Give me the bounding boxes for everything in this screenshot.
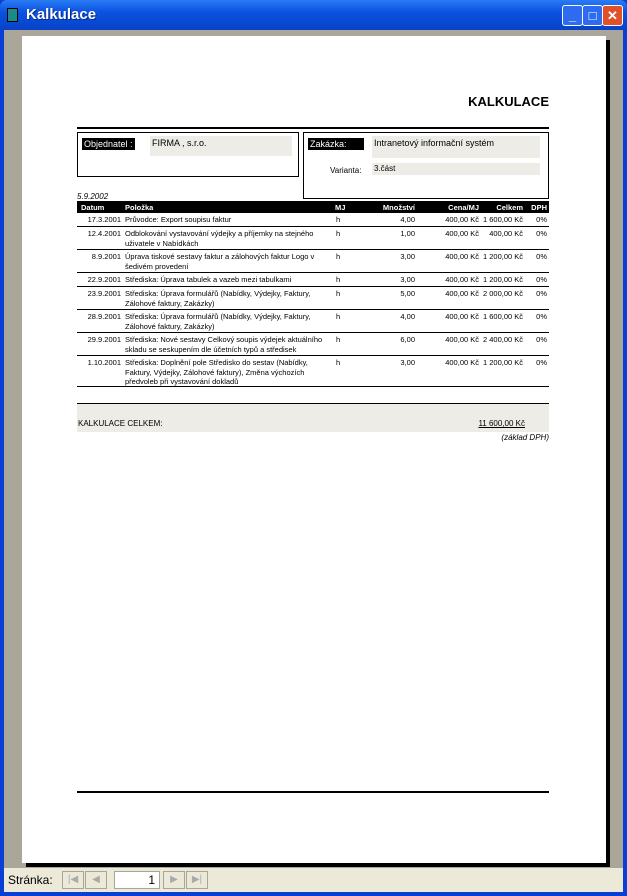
cell-polozka: Střediska: Nové sestavy Celkový soupis výdejek aktuálního skladu se seskupením dle účetních typů a středisek [125,335,323,354]
varianta-value: 3.část [372,163,540,175]
cell-datum: 17.3.2001 [87,215,121,224]
cell-cena: 400,00 Kč [445,252,479,261]
cell-datum: 28.9.2001 [87,312,121,321]
cell-mnozstvi: 1,00 [400,229,415,238]
table-row [77,250,549,273]
total-band [77,404,549,432]
page-label: Stránka: [8,873,53,887]
table-row [77,213,549,227]
cell-cena: 400,00 Kč [445,358,479,367]
col-celkem: Celkem [496,203,523,212]
cell-mj: h [336,252,341,261]
total-value: 11 600,00 Kč [478,419,525,428]
cell-mj: h [336,275,341,284]
cell-mj: h [336,289,341,298]
col-datum: Datum [81,203,105,212]
cell-mnozstvi: 4,00 [400,215,415,224]
cell-polozka: Odblokování vystavování výdejky a příjemky na stejného uživatele v Nabídkách [125,229,314,248]
cell-polozka: Průvodce: Export soupisu faktur [125,215,232,224]
table-row [77,287,549,310]
total-note: (základ DPH) [501,433,549,442]
cell-mnozstvi: 6,00 [400,335,415,344]
cell-mnozstvi: 3,00 [400,358,415,367]
col-mj: MJ [335,203,346,212]
cell-dph: 0% [536,229,547,238]
maximize-button[interactable]: □ [582,5,603,26]
cell-mnozstvi: 4,00 [400,312,415,321]
col-polozka: Položka [125,203,154,212]
table-row [77,227,549,250]
cell-datum: 12.4.2001 [87,229,121,238]
cell-celkem: 2 000,00 Kč [482,289,523,298]
cell-datum: 8.9.2001 [91,252,121,261]
cell-cena: 400,00 Kč [445,229,479,238]
col-cena: Cena/MJ [448,203,479,212]
cell-mnozstvi: 5,00 [400,289,415,298]
cell-celkem: 1 600,00 Kč [482,215,523,224]
cell-mj: h [336,312,341,321]
cell-dph: 0% [536,335,547,344]
page-number-input[interactable]: 1 [114,871,160,889]
table-row [77,310,549,333]
order-box [303,132,549,199]
cell-datum: 22.9.2001 [87,275,121,284]
cell-dph: 0% [536,215,547,224]
cell-dph: 0% [536,289,547,298]
status-bar [4,868,623,892]
cell-datum: 23.9.2001 [87,289,121,298]
varianta-label: Varianta: [330,166,362,175]
table-row [77,273,549,287]
last-page-button[interactable]: ▶| [186,871,208,889]
app-icon [7,8,18,22]
report-preview-area [4,30,623,892]
cell-dph: 0% [536,312,547,321]
cell-celkem: 1 600,00 Kč [482,312,523,321]
objednatel-label: Objednatel : [84,139,133,149]
cell-celkem: 1 200,00 Kč [482,252,523,261]
zakazka-label: Zakázka: [308,138,364,150]
cell-datum: 29.9.2001 [87,335,121,344]
cell-dph: 0% [536,275,547,284]
cell-celkem: 1 200,00 Kč [482,358,523,367]
close-button[interactable]: ✕ [602,5,623,26]
minimize-button[interactable]: _ [562,5,583,26]
cell-polozka: Střediska: Úprava formulářů (Nabídky, Výdejky, Faktury, Zálohové faktury, Zakázky) [125,289,311,308]
cell-mj: h [336,358,341,367]
cell-mnozstvi: 3,00 [400,252,415,261]
total-label: KALKULACE CELKEM: [78,419,163,428]
customer-box [77,132,299,177]
cell-polozka: Střediska: Doplnění pole Středisko do sestav (Nabídky, Faktury, Výdejky, Zálohové faktury), Změna výchozích předvoleb při vystavování dokladů [125,358,308,386]
divider [77,127,549,129]
cell-polozka: Střediska: Úprava tabulek a vazeb mezi tabulkami [125,275,292,284]
cell-cena: 400,00 Kč [445,275,479,284]
prev-page-button[interactable]: ◀ [85,871,107,889]
cell-celkem: 1 200,00 Kč [482,275,523,284]
footer-divider [77,791,549,793]
table-header [77,201,549,213]
window-title: Kalkulace [26,6,97,23]
zakazka-value: Intranetový informační systém [372,136,540,158]
cell-datum: 1.10.2001 [87,358,121,367]
cell-mj: h [336,335,341,344]
cell-mj: h [336,229,341,238]
table-row [77,356,549,387]
cell-cena: 400,00 Kč [445,215,479,224]
items-table [77,213,549,387]
col-mnozstvi: Množství [382,203,415,212]
cell-cena: 400,00 Kč [445,289,479,298]
first-page-button[interactable]: |◀ [62,871,84,889]
cell-polozka: Střediska: Úprava formulářů (Nabídky, Výdejky, Faktury, Zálohové faktury, Zakázky) [125,312,311,331]
col-dph: DPH [531,203,547,212]
cell-polozka: Úprava tiskové sestavy faktur a zálohových faktur Logo v šedivém provedení [125,252,315,271]
cell-dph: 0% [536,358,547,367]
title-bar [0,0,627,30]
cell-mnozstvi: 3,00 [400,275,415,284]
cell-cena: 400,00 Kč [445,335,479,344]
cell-dph: 0% [536,252,547,261]
objednatel-value: FIRMA , s.r.o. [150,136,292,156]
cell-mj: h [336,215,341,224]
table-row [77,333,549,356]
cell-celkem: 400,00 Kč [489,229,523,238]
report-page [22,36,606,863]
cell-cena: 400,00 Kč [445,312,479,321]
report-date: 5.9.2002 [77,192,109,201]
next-page-button[interactable]: ▶ [163,871,185,889]
report-title: KALKULACE [468,94,549,109]
cell-celkem: 2 400,00 Kč [482,335,523,344]
